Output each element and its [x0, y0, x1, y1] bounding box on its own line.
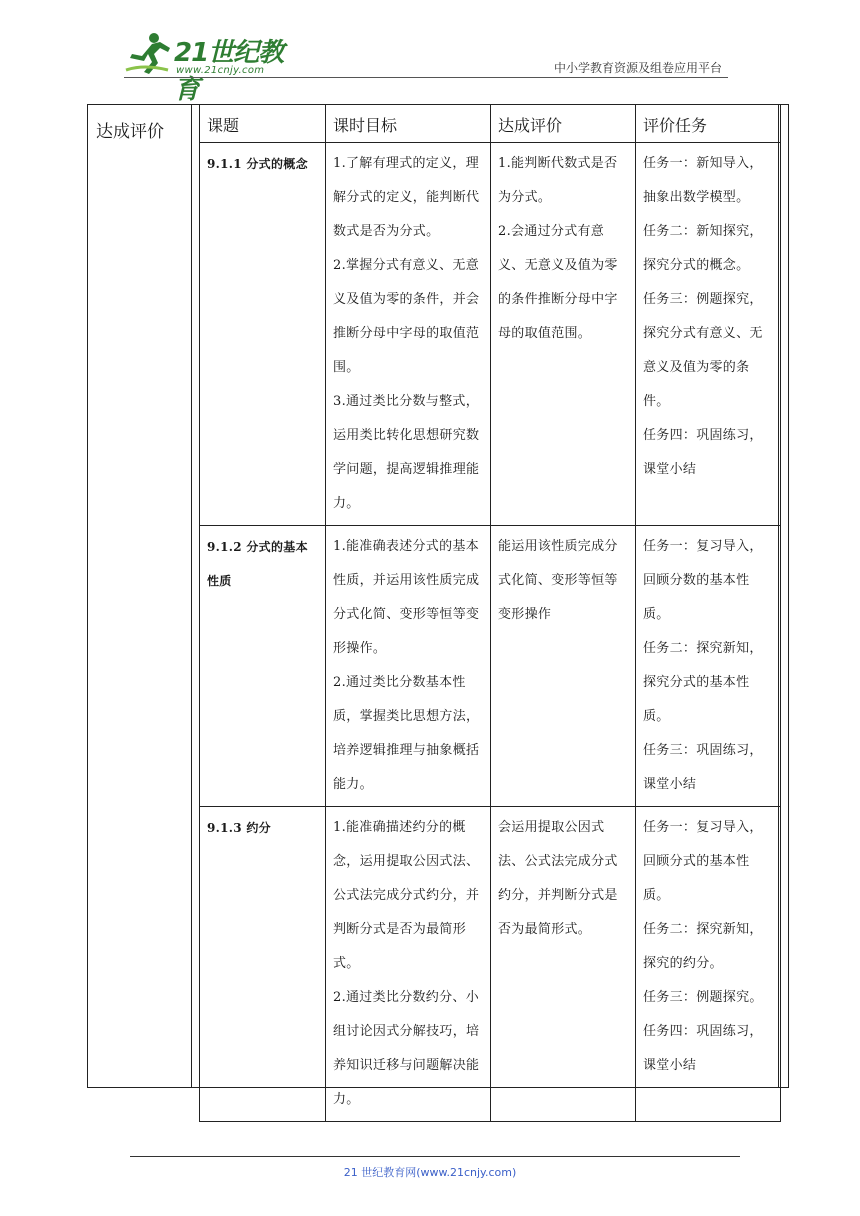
- evaluation-text: 1.能判断代数式是否为分式。: [498, 156, 618, 205]
- goal-text: 2.通过类比分数基本性质，掌握类比思想方法，培养逻辑推理与抽象概括能力。: [333, 675, 480, 792]
- task-text: 任务二：新知探究，探究分式的概念。: [643, 224, 763, 273]
- topic-text: 9.1.1 分式的概念: [207, 157, 308, 171]
- platform-title: 中小学教育资源及组卷应用平台: [553, 61, 722, 75]
- table-row: [200, 807, 781, 1122]
- cell-topic: [200, 807, 326, 1122]
- cell-topic: [200, 526, 326, 807]
- task-text: 任务一：新知导入，抽象出数学模型。: [643, 156, 763, 205]
- evaluation-table: [199, 104, 781, 1122]
- goal-text: 1.能准确描述约分的概念，运用提取公因式法、公式法完成分式约分，并判断分式是否为最简形式。: [333, 820, 480, 971]
- cell-goals: [326, 143, 491, 526]
- cell-goals: [326, 526, 491, 807]
- header-evaluation: 达成评价: [491, 105, 636, 143]
- header-goals: 课时目标: [326, 105, 491, 143]
- cell-topic: [200, 143, 326, 526]
- task-text: 任务三：巩固练习，课堂小结: [643, 743, 763, 792]
- header-topic: 课题: [200, 105, 326, 143]
- cell-evaluation: [491, 807, 636, 1122]
- header-divider: [124, 77, 728, 78]
- cell-evaluation: [491, 526, 636, 807]
- table-row: [200, 143, 781, 526]
- table-row: [200, 526, 781, 807]
- header-tasks: 评价任务: [636, 105, 781, 143]
- logo-url: www.21cnjy.com: [176, 65, 265, 76]
- goal-text: 2.通过类比分数约分、小组讨论因式分解技巧，培养知识迁移与问题解决能力。: [333, 990, 480, 1107]
- goal-text: 2.掌握分式有意义、无意义及值为零的条件，并会推断分母中字母的取值范围。: [333, 258, 480, 375]
- page-header: [0, 0, 860, 105]
- runner-logo-icon: [124, 30, 176, 76]
- goal-text: 1.了解有理式的定义，理解分式的定义，能判断代数式是否为分式。: [333, 156, 480, 239]
- task-text: 任务一：复习导入，回顾分数的基本性质。: [643, 539, 763, 622]
- topic-text: 9.1.3 约分: [207, 821, 271, 835]
- footer-divider: [130, 1156, 740, 1157]
- logo[interactable]: [124, 30, 294, 105]
- goal-text: 3.通过类比分数与整式，运用类比转化思想研究数学问题，提高逻辑推理能力。: [333, 394, 480, 511]
- task-text: 任务四：巩固练习，课堂小结: [643, 428, 763, 477]
- table-header-row: [200, 105, 781, 143]
- cell-tasks: [636, 143, 781, 526]
- cell-goals: [326, 807, 491, 1122]
- goal-text: 1.能准确表述分式的基本性质，并运用该性质完成分式化简、变形等恒等变形操作。: [333, 539, 480, 656]
- logo-text: 21世纪教育: [174, 38, 284, 105]
- task-text: 任务二：探究新知，探究的约分。: [643, 922, 763, 971]
- task-text: 任务二：探究新知，探究分式的基本性质。: [643, 641, 763, 724]
- section-label: 达成评价: [96, 122, 164, 142]
- task-text: 任务一：复习导入，回顾分式的基本性质。: [643, 820, 763, 903]
- task-text: 任务四：巩固练习，课堂小结: [643, 1024, 763, 1073]
- task-text: 任务三：例题探究，探究分式有意义、无意义及值为零的条件。: [643, 292, 763, 409]
- evaluation-text: 能运用该性质完成分式化简、变形等恒等变形操作: [498, 539, 618, 622]
- evaluation-text: 2.会通过分式有意义、无意义及值为零的条件推断分母中字母的取值范围。: [498, 224, 618, 341]
- cell-evaluation: [491, 143, 636, 526]
- footer-link[interactable]: 21 世纪教育网(www.21cnjy.com): [343, 1166, 517, 1179]
- frame-divider-left: [191, 105, 192, 1087]
- cell-tasks: [636, 807, 781, 1122]
- cell-tasks: [636, 526, 781, 807]
- task-text: 任务三：例题探究。: [643, 990, 763, 1005]
- topic-text: 9.1.2 分式的基本性质: [207, 540, 308, 588]
- evaluation-text: 会运用提取公因式法、公式法完成分式约分，并判断分式是否为最简形式。: [498, 820, 618, 937]
